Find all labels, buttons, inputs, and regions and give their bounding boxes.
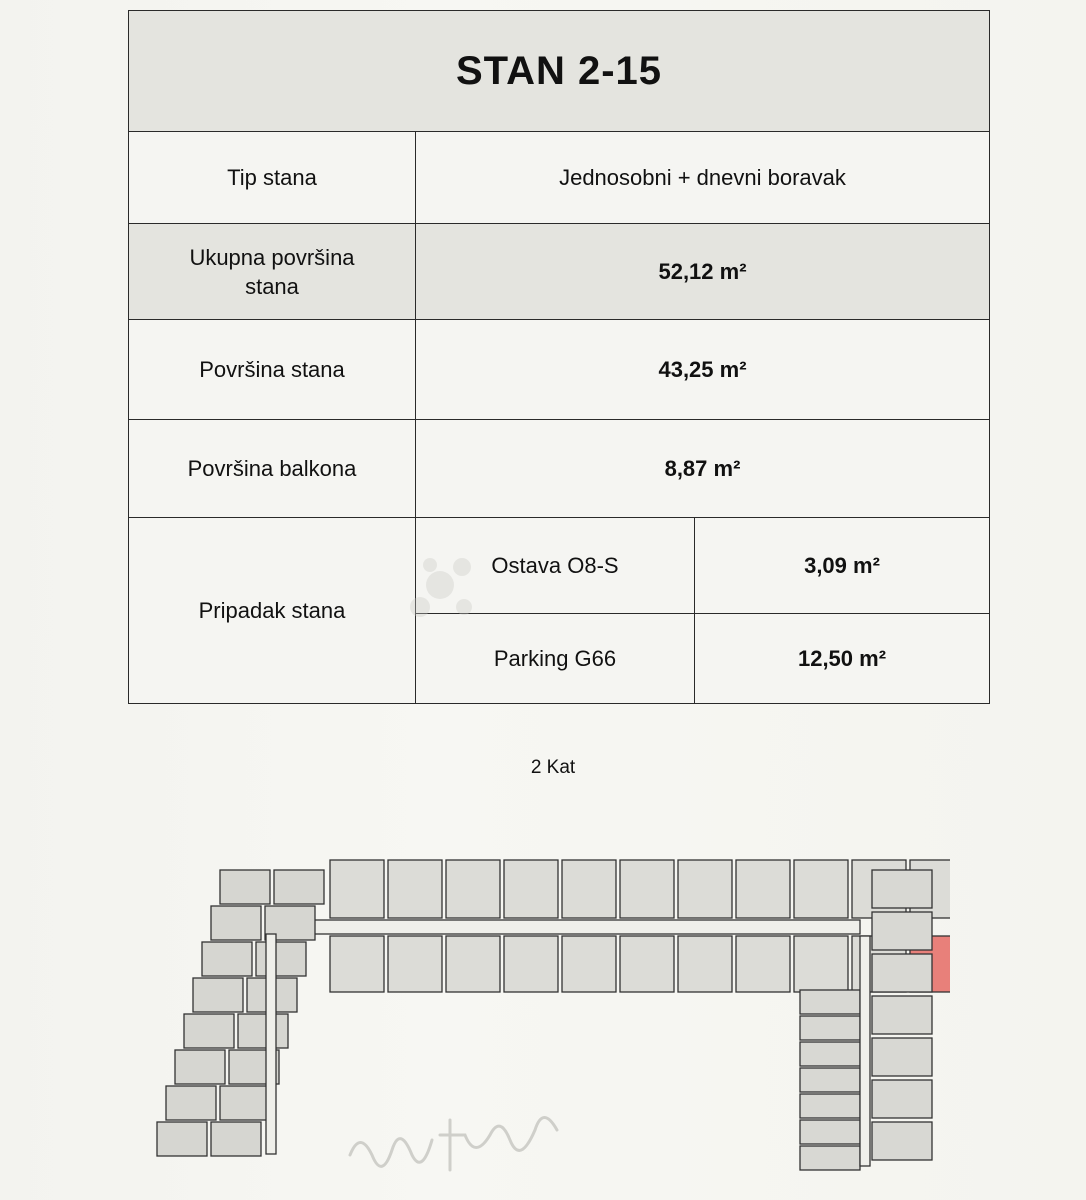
row-value-area: 43,25 m²	[416, 320, 990, 420]
plan-unit	[736, 936, 790, 992]
plan-unit	[193, 978, 243, 1012]
plan-unit	[211, 906, 261, 940]
plan-unit	[157, 1122, 207, 1156]
plan-unit	[504, 860, 558, 918]
plan-unit	[872, 870, 932, 908]
row-label-type: Tip stana	[129, 132, 416, 224]
plan-unit	[872, 1038, 932, 1076]
row-label-total-area-text: Ukupna površina stana	[189, 244, 355, 299]
plan-unit	[238, 1014, 288, 1048]
row-label-balcony: Površina balkona	[129, 420, 416, 518]
plan-unit	[220, 870, 270, 904]
plan-unit	[620, 936, 674, 992]
plan-unit	[220, 1086, 270, 1120]
plan-unit	[388, 936, 442, 992]
plan-unit	[872, 954, 932, 992]
plan-unit	[872, 912, 932, 950]
plan-unit	[330, 936, 384, 992]
plan-unit	[562, 936, 616, 992]
plan-unit	[446, 860, 500, 918]
plan-unit	[184, 1014, 234, 1048]
plan-unit	[800, 1042, 860, 1066]
row-label-total-area	[129, 224, 416, 320]
plan-unit	[800, 1146, 860, 1170]
row-value-balcony: 8,87 m²	[416, 420, 990, 518]
plan-unit	[504, 936, 558, 992]
plan-unit	[800, 1016, 860, 1040]
plan-unit	[794, 936, 848, 992]
page-title: STAN 2-15	[129, 11, 990, 132]
plan-unit	[678, 936, 732, 992]
plan-unit	[620, 860, 674, 918]
plan-unit	[175, 1050, 225, 1084]
handwritten-mark	[340, 1100, 600, 1180]
storage-area: 3,09 m²	[695, 518, 990, 614]
parking-name: Parking G66	[416, 614, 695, 704]
storage-name: Ostava O8-S	[416, 518, 695, 614]
plan-unit	[330, 860, 384, 918]
plan-unit	[736, 860, 790, 918]
plan-unit	[800, 1068, 860, 1092]
plan-unit	[872, 1080, 932, 1118]
plan-unit	[274, 870, 324, 904]
plan-unit	[388, 860, 442, 918]
plan-unit	[800, 1120, 860, 1144]
plan-unit	[872, 1122, 932, 1160]
plan-corridor	[280, 920, 860, 934]
plan-unit	[800, 990, 860, 1014]
plan-unit	[678, 860, 732, 918]
parking-area: 12,50 m²	[695, 614, 990, 704]
row-label-area: Površina stana	[129, 320, 416, 420]
plan-unit	[872, 996, 932, 1034]
plan-unit	[202, 942, 252, 976]
row-value-type: Jednosobni + dnevni boravak	[416, 132, 990, 224]
plan-unit	[211, 1122, 261, 1156]
plan-unit	[446, 936, 500, 992]
plan-corridor-left	[266, 934, 276, 1154]
floor-label: 2 Kat	[530, 757, 576, 778]
apartment-spec-table	[128, 10, 990, 704]
plan-corridor-right	[860, 936, 870, 1166]
plan-unit	[794, 860, 848, 918]
plan-unit	[562, 860, 616, 918]
plan-unit	[256, 942, 306, 976]
row-label-appurtenance: Pripadak stana	[129, 518, 416, 704]
plan-unit	[166, 1086, 216, 1120]
row-value-total-area: 52,12 m²	[416, 224, 990, 320]
plan-unit	[800, 1094, 860, 1118]
